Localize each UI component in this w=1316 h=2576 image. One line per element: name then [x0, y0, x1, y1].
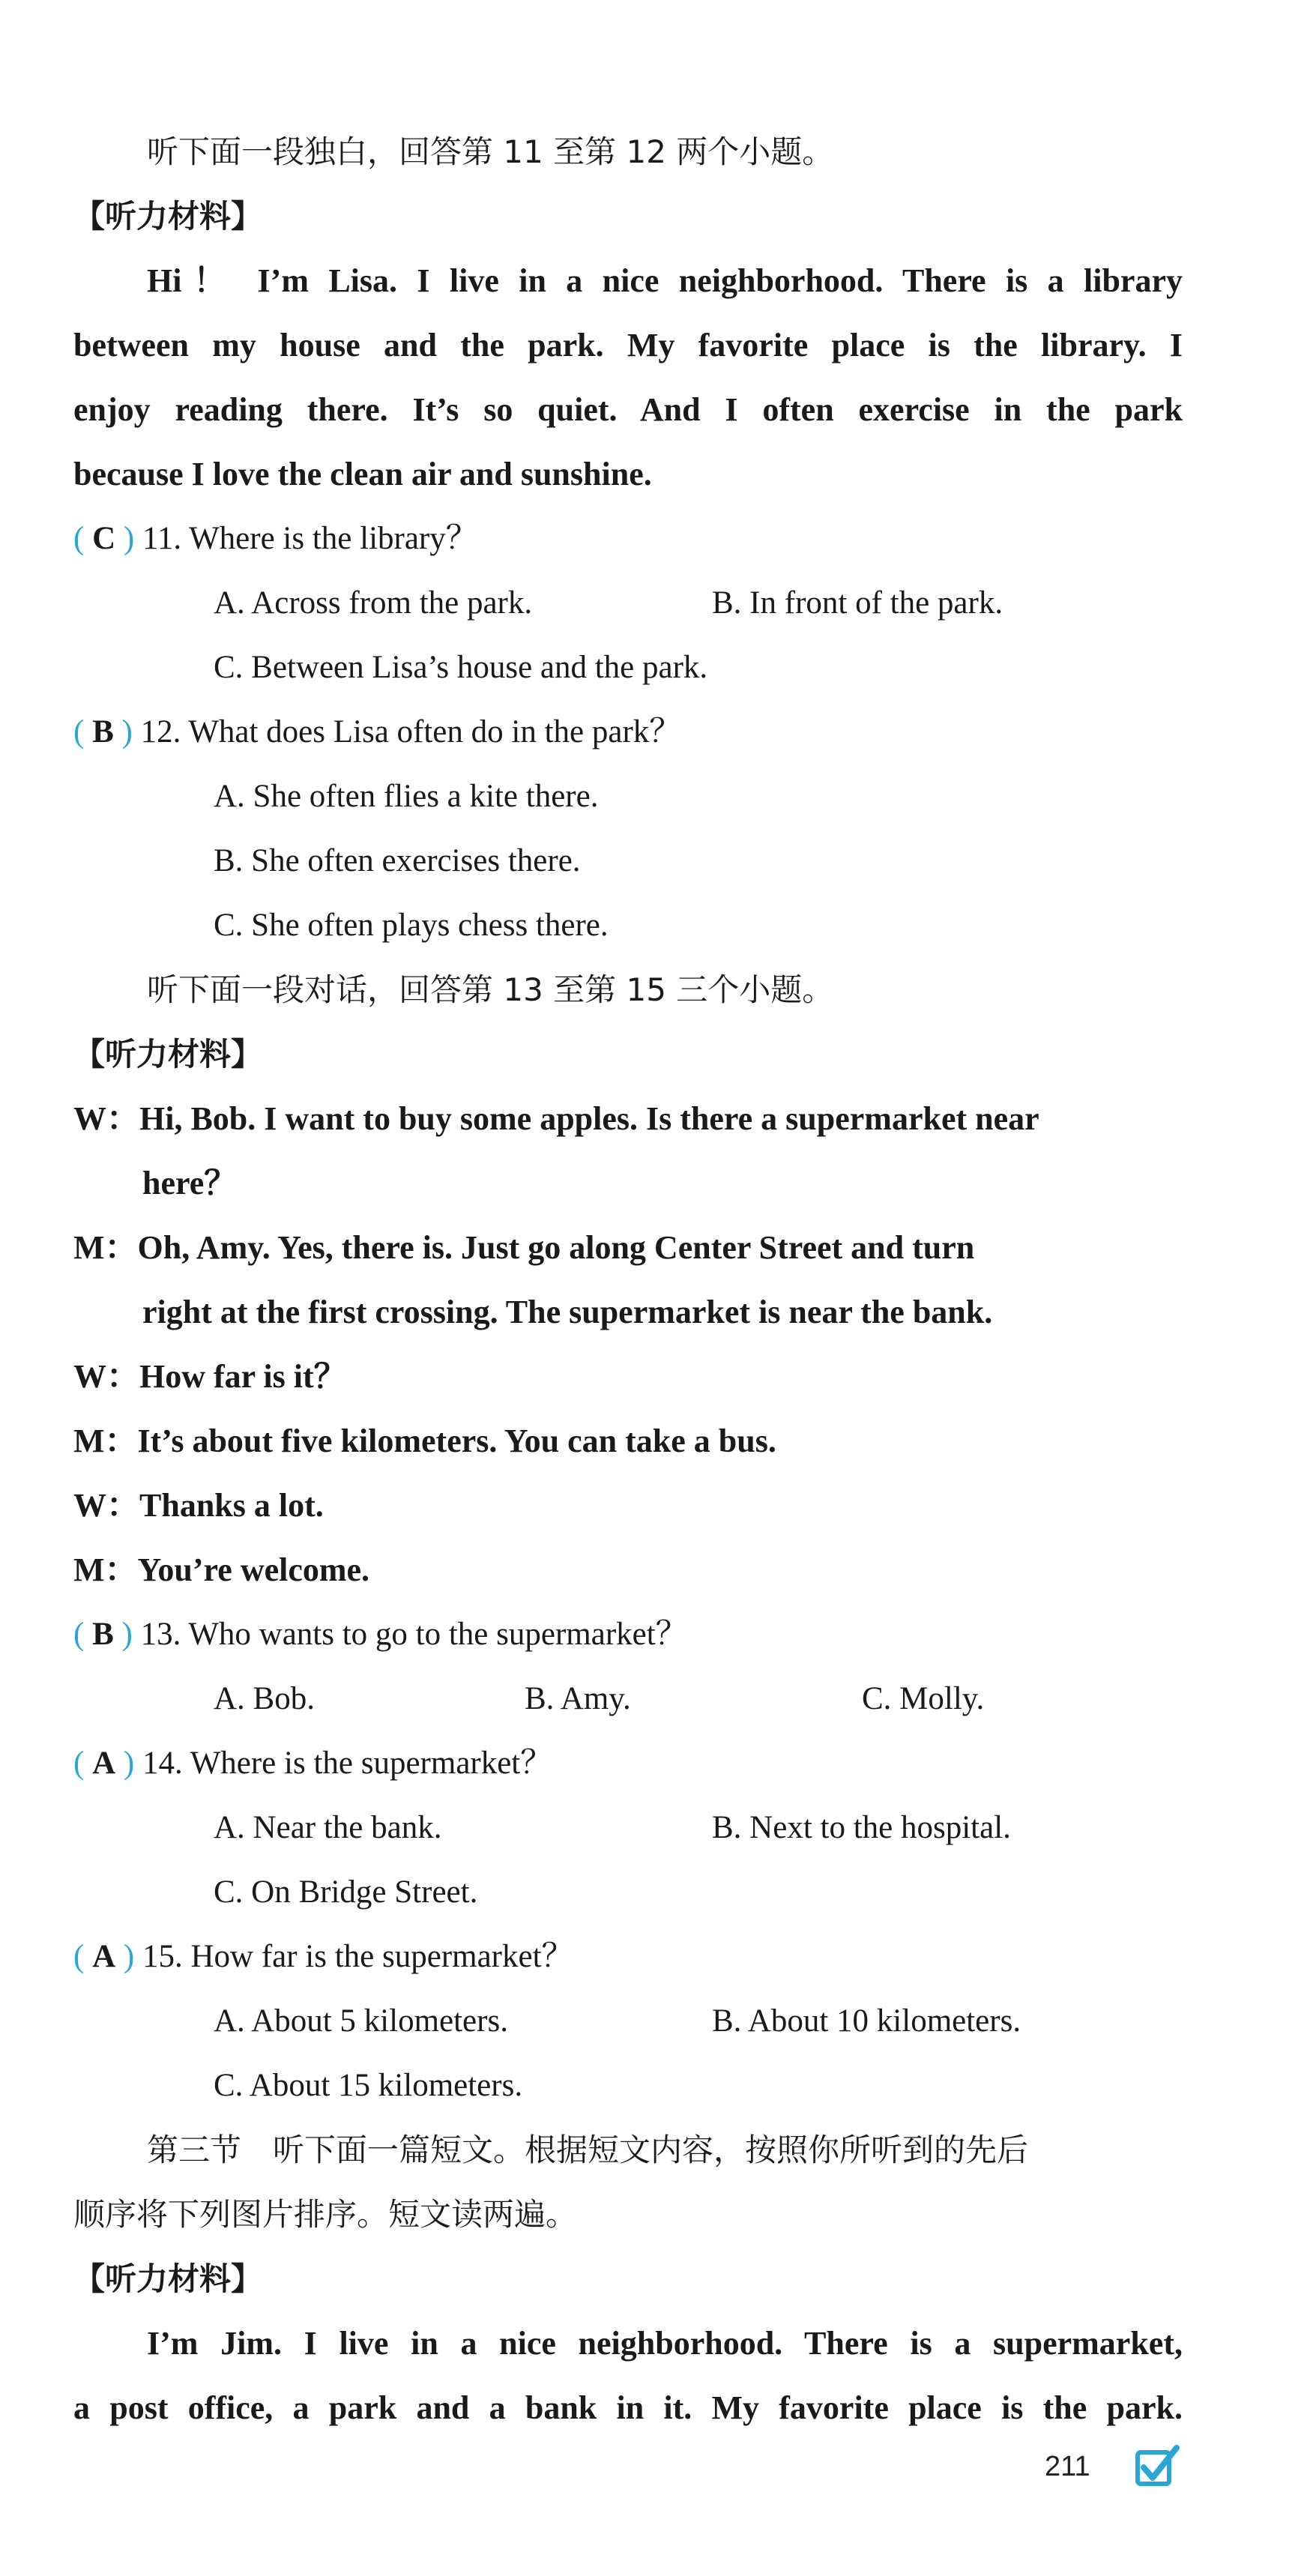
- question-11: [73, 507, 1183, 571]
- options-row: [214, 1667, 1316, 1731]
- dialogue-line: [73, 1473, 1183, 1538]
- option-c: C. On Bridge Street.: [214, 1874, 478, 1910]
- speaker-label: M：: [73, 1423, 138, 1459]
- section2-intro: 听下面一段对话，回答第 13 至第 15 三个小题。: [147, 971, 834, 1008]
- dialogue-line: [73, 1087, 1183, 1151]
- question-stem: 15. How far is the supermarket？: [142, 1939, 574, 1974]
- question-15: [73, 1925, 1183, 1989]
- speaker-label: M：: [73, 1229, 138, 1266]
- speaker-label: W：: [73, 1100, 139, 1137]
- option-a: A. Across from the park.: [214, 585, 533, 621]
- dialogue-text: How far is it？: [139, 1358, 347, 1395]
- section1-intro: 听下面一段独白，回答第 11 至第 12 两个小题。: [147, 133, 834, 170]
- dialogue-line: [73, 1538, 1183, 1602]
- question-13: [73, 1602, 1183, 1667]
- option-b: B. She often exercises there.: [214, 843, 581, 878]
- question-stem: 12. What does Lisa often do in the park？: [140, 714, 682, 749]
- option-c: C. She often plays chess there.: [214, 908, 609, 943]
- dialogue-line: [73, 1345, 1183, 1409]
- section1-passage-line: between my house and the park. My favorite place is the library. I: [73, 327, 1183, 364]
- answer-letter: A: [92, 1939, 116, 1974]
- question-stem: 13. Who wants to go to the supermarket？: [140, 1617, 688, 1652]
- option-c: C. About 15 kilometers.: [214, 2068, 523, 2103]
- dialogue-line: right at the first crossing. The supermarket is near the bank.: [142, 1294, 993, 1330]
- section3-material-header: 【听力材料】: [73, 2260, 263, 2297]
- answer-bracket: ( B ): [73, 714, 133, 749]
- dialogue-text: Oh, Amy. Yes, there is. Just go along Center Street and turn: [137, 1229, 975, 1266]
- options-row: [214, 1989, 1316, 2054]
- dialogue-text: You’re welcome.: [137, 1551, 370, 1588]
- answer-letter: A: [92, 1746, 116, 1781]
- speaker-label: W：: [73, 1487, 139, 1524]
- section1-passage-line: enjoy reading there. It’s so quiet. And I often exercise in the park: [73, 391, 1183, 428]
- section2-material-header: 【听力材料】: [73, 1036, 263, 1073]
- dialogue-text: It’s about five kilometers. You can take a bus.: [137, 1423, 776, 1459]
- answer-bracket: ( C ): [73, 521, 135, 556]
- option-c: C. Between Lisa’s house and the park.: [214, 650, 708, 685]
- section3-passage-line: a post office, a park and a bank in it. My favorite place is the park.: [73, 2389, 1183, 2426]
- option-b: B. About 10 kilometers.: [712, 2003, 1021, 2039]
- option-c: C. Molly.: [862, 1681, 985, 1716]
- question-stem: 11. Where is the library？: [142, 521, 478, 556]
- question-stem: 14. Where is the supermarket？: [142, 1746, 553, 1781]
- dialogue-line: [73, 1216, 1183, 1280]
- section3-passage-line: I’m Jim. I live in a nice neighborhood. There is a supermarket,: [147, 2325, 1183, 2362]
- section3-intro: 第三节 听下面一篇短文。根据短文内容，按照你所听到的先后: [147, 2132, 1029, 2168]
- option-a: A. About 5 kilometers.: [214, 2003, 508, 2039]
- answer-letter: B: [92, 714, 114, 749]
- answer-bracket: ( A ): [73, 1939, 135, 1974]
- speaker-label: W：: [73, 1358, 139, 1395]
- dialogue-line: here？: [142, 1165, 238, 1201]
- dialogue-line: [73, 1409, 1183, 1473]
- question-14: [73, 1731, 1183, 1796]
- speaker-label: M：: [73, 1551, 138, 1588]
- option-a: A. She often flies a kite there.: [214, 779, 599, 814]
- option-b: B. Next to the hospital.: [712, 1810, 1011, 1845]
- dialogue-text: Hi, Bob. I want to buy some apples. Is there a supermarket near: [139, 1100, 1039, 1137]
- options-row: [214, 1796, 1316, 1860]
- section1-passage-line: because I love the clean air and sunshine.: [73, 456, 652, 492]
- answer-bracket: ( A ): [73, 1746, 135, 1781]
- options-row: [214, 571, 1316, 636]
- question-12: [73, 700, 1183, 764]
- section1-material-header: 【听力材料】: [73, 198, 263, 235]
- section3-intro: 顺序将下列图片排序。短文读两遍。: [73, 2196, 578, 2233]
- dialogue-text: Thanks a lot.: [139, 1487, 324, 1524]
- option-a: A. Bob.: [214, 1681, 315, 1716]
- option-a: A. Near the bank.: [214, 1810, 442, 1845]
- option-b: B. Amy.: [525, 1681, 631, 1716]
- section1-passage-line: Hi！ I’m Lisa. I live in a nice neighborhood. There is a library: [147, 262, 1183, 299]
- answer-bracket: ( B ): [73, 1617, 133, 1652]
- page-number: 211: [1045, 2451, 1090, 2482]
- answer-letter: B: [92, 1617, 114, 1652]
- check-box-icon: [1132, 2442, 1181, 2491]
- answer-letter: C: [92, 521, 116, 556]
- option-b: B. In front of the park.: [712, 585, 1003, 621]
